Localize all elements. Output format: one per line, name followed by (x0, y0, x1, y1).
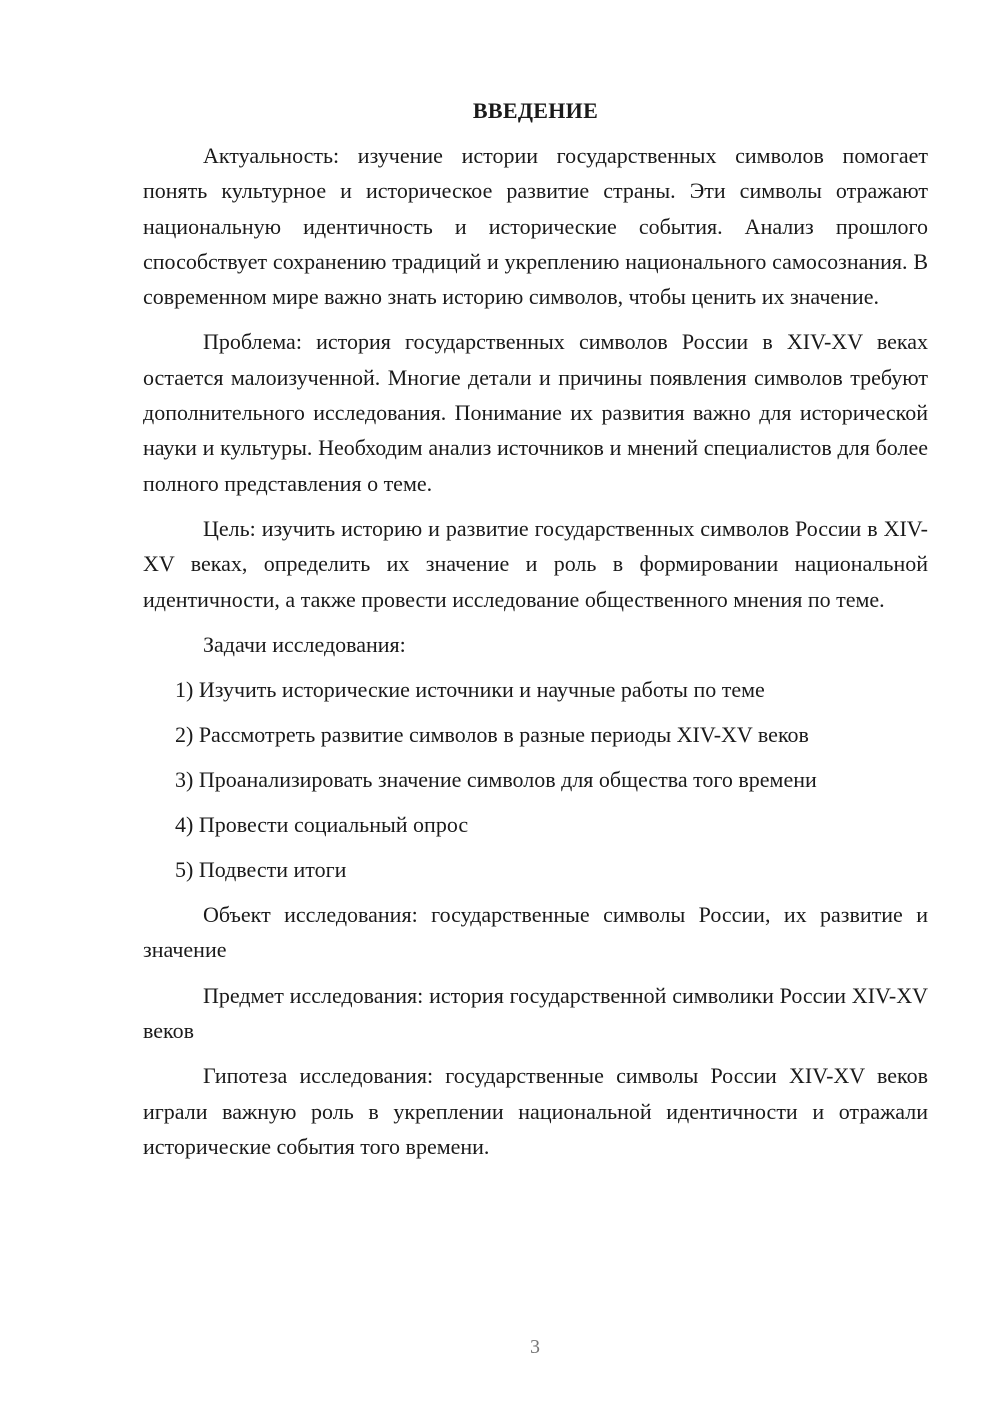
page-number: 3 (530, 1336, 540, 1358)
hypothesis-paragraph: Гипотеза исследования: государственные символы России XIV-XV веков играли важную роль в укреплении национальной идентичности и отражали исторические события того времени. (143, 1063, 928, 1159)
task-item-5: 5) Подвести итоги (175, 857, 347, 883)
subject-paragraph: Предмет исследования: история государственной символики России XIV-XV веков (143, 982, 928, 1044)
problem-paragraph: Проблема: история государственных символов России в XIV-XV веках остается малоизученной. Многие детали и причины появления символов требуют дополнительного исследования. Понимание их развития важно для исторической науки и культуры. Необходим анализ источников и мнений специалистов для более полного представления о теме. (143, 329, 928, 496)
relevance-paragraph: Актуальность: изучение истории государственных символов помогает понять культурное и историческое развитие страны. Эти символы отражают национальную идентичность и исторические события. Анализ прошлого способствует сохранению традиций и укреплению национального самосознания. В современном мире важно знать историю символов, чтобы ценить их значение. (143, 143, 928, 310)
task-item-4: 4) Провести социальный опрос (175, 812, 469, 838)
goal-paragraph: Цель: изучить историю и развитие государственных символов России в XIV-XV веках, определить их значение и роль в формировании национальной идентичности, а также провести исследование общественного мнения по теме. (143, 515, 928, 612)
task-item-1: 1) Изучить исторические источники и научные работы по теме (175, 677, 765, 703)
task-item-2: 2) Рассмотреть развитие символов в разные периоды XIV-XV веков (175, 722, 809, 748)
tasks-list (143, 672, 928, 887)
page-content (143, 94, 928, 1164)
tasks-title: Задачи исследования: (203, 631, 406, 657)
task-item-3: 3) Проанализировать значение символов для общества того времени (175, 767, 817, 793)
section-heading: ВВЕДЕНИЕ (472, 98, 599, 123)
object-paragraph: Объект исследования: государственные символы России, их развитие и значение (143, 902, 928, 963)
